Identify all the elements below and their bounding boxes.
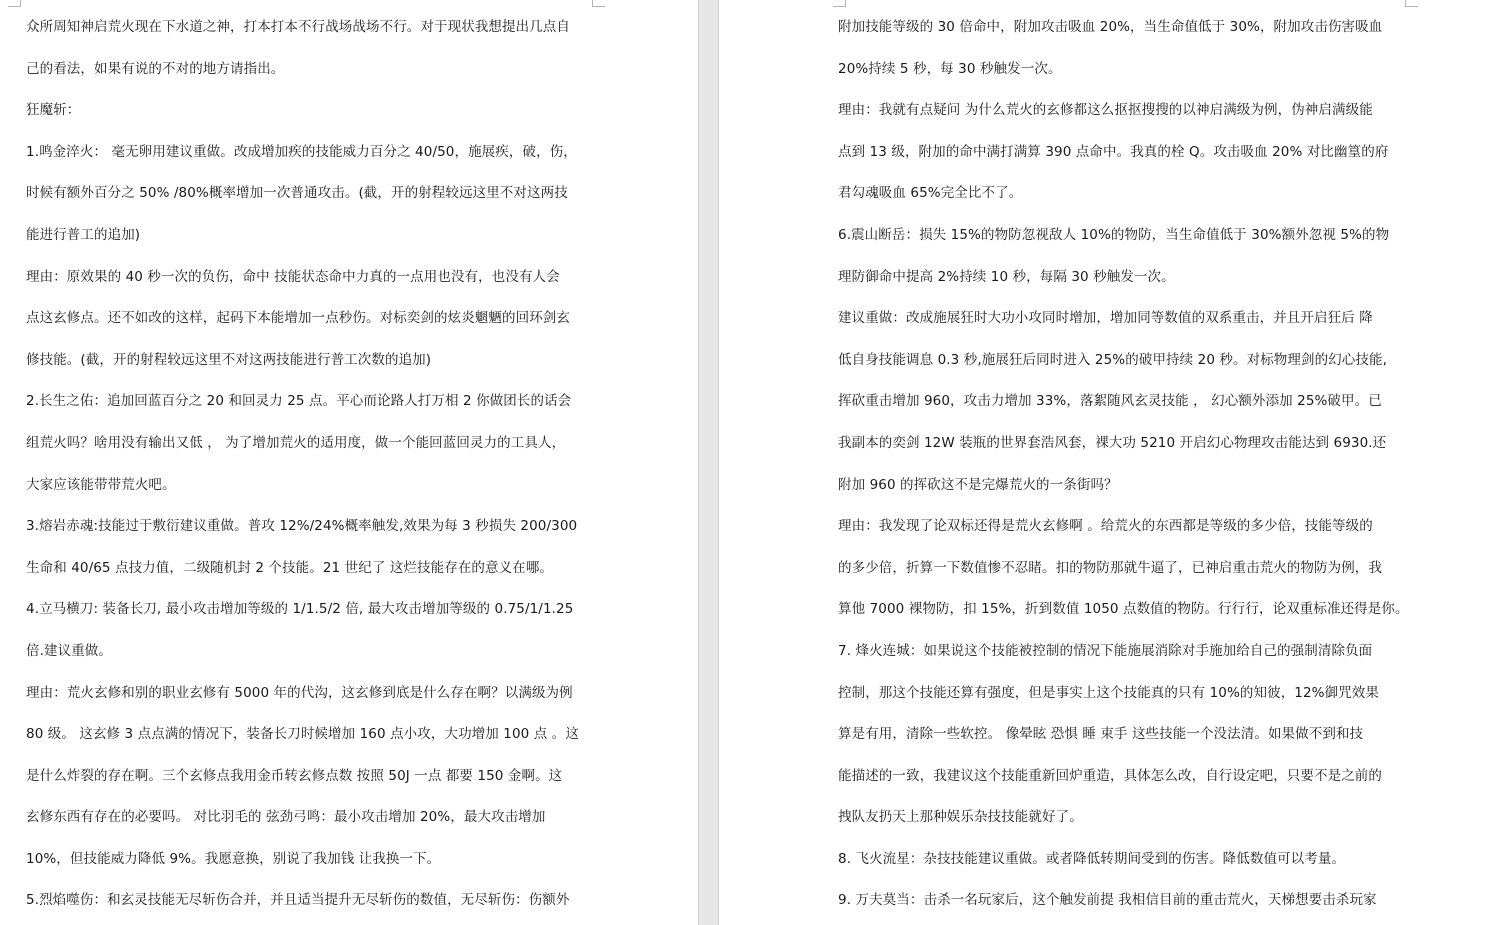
text-line: 算他 7000 裸物防，扣 15%，折到数值 1050 点数值的物防。行行行，论双重标准还得是你。 [838, 601, 1409, 618]
text-line: 是什么炸裂的存在啊。三个玄修点我用金币转玄修点数 按照 50J 一点 都要 150 金啊。这 [26, 767, 563, 784]
text-line: 10%，但技能威力降低 9%。我愿意换，别说了我加钱 让我换一下。 [26, 850, 441, 867]
margin-corner-mark [8, 0, 21, 7]
text-line: 狂魔斩： [26, 102, 81, 119]
text-line: 己的看法，如果有说的不对的地方请指出。 [26, 60, 285, 77]
margin-corner-mark [592, 0, 605, 7]
page-body-text[interactable] [838, 7, 1409, 922]
text-line: 时候有额外百分之 50% /80%概率增加一次普通攻击。(截，开的射程较远这里不对这两技 [26, 185, 568, 202]
text-line: 理由：我就有点疑问 为什么荒火的玄修都这么抠抠搜搜的以神启满级为例，伪神启满级能 [838, 102, 1373, 119]
margin-corner-mark [1405, 0, 1418, 7]
text-line: 附加 960 的挥砍这不是完爆荒火的一条街吗？ [838, 476, 1118, 493]
text-line: 建议重做：改成施展狂时大功小攻同时增加，增加同等数值的双系重击，并且开启狂后 降 [838, 310, 1373, 327]
text-line: 众所周知神启荒火现在下水道之神，打本打本不行战场战场不行。对于现状我想提出几点自 [26, 19, 570, 35]
text-line: 20%持续 5 秒，每 30 秒触发一次。 [838, 60, 1062, 77]
text-line: 低自身技能调息 0.3 秒,施展狂后同时进入 25%的破甲持续 20 秒。对标物理剑的幻心技能, [838, 351, 1387, 368]
text-line: 8. 飞火流星：杂技技能建议重做。或者降低转期间受到的伤害。降低数值可以考量。 [838, 850, 1346, 867]
text-line: 5.烈焰噬伤：和玄灵技能无尽斩伤合并，并且适当提升无尽斩伤的数值，无尽斩伤：伤额外 [26, 892, 570, 909]
text-line: 能描述的一致，我建议这个技能重新回炉重造，具体怎么改，自行设定吧，只要不是之前的 [838, 767, 1382, 784]
text-line: 生命和 40/65 点技力值，二级随机封 2 个技能。21 世纪了 这烂技能存在的意义在哪。 [26, 559, 554, 576]
text-line: 理由：我发现了论双标还得是荒火玄修啊 。给荒火的东西都是等级的多少倍，技能等级的 [838, 518, 1373, 535]
text-line: 2.长生之佑：追加回蓝百分之 20 和回灵力 25 点。平心而论路人打万相 2 你做团长的话会 [26, 393, 572, 410]
text-line: 玄修东西有存在的必要吗。 对比羽毛的 弦劲弓鸣：最小攻击增加 20%，最大攻击增加 [26, 809, 546, 826]
text-line: 80 级。 这玄修 3 点点满的情况下，装备长刀时候增加 160 点小攻，大功增加 100 点 。这 [26, 726, 579, 743]
document-page-right [719, 0, 1490, 925]
text-line: 7. 烽火连城：如果说这个技能被控制的情况下能施展消除对手施加给自己的强制清除负面 [838, 642, 1373, 659]
text-line: 组荒火吗？啥用没有输出又低 ， 为了增加荒火的适用度，做一个能回蓝回灵力的工具人， [26, 434, 566, 451]
text-line: 倍.建议重做。 [26, 642, 112, 659]
text-line: 点这玄修点。还不如改的这样，起码下本能增加一点秒伤。对标奕剑的炫炎魍魉的回环剑玄 [26, 310, 570, 327]
text-line: 能进行普工的追加) [26, 226, 141, 243]
text-line: 算是有用，清除一些软控。 像晕眩 恐惧 睡 束手 这些技能一个没法清。如果做不到和技 [838, 726, 1364, 743]
text-line: 修技能。(截，开的射程较远这里不对这两技能进行普工次数的追加) [26, 351, 432, 368]
text-line: 理由：荒火玄修和别的职业玄修有 5000 年的代沟，这玄修到底是什么存在啊？以满级为例 [26, 684, 573, 701]
text-line: 点到 13 级，附加的命中满打满算 390 点命中。我真的栓 Q。攻击吸血 20% 对比幽篁的府 [838, 143, 1389, 160]
text-line: 控制，那这个技能还算有强度，但是事实上这个技能真的只有 10%的知彼，12%御咒效果 [838, 684, 1380, 701]
text-line: 4.立马横刀: 装备长刀, 最小攻击增加等级的 1/1.5/2 倍, 最大攻击增加等级的 0.75/1/1.25 [26, 601, 574, 618]
text-line: 理由：原效果的 40 秒一次的负伤，命中 技能状态命中力真的一点用也没有，也没有人会 [26, 268, 560, 285]
margin-corner-mark [833, 0, 846, 7]
document-page-left [0, 0, 698, 925]
text-line: 挥砍重击增加 960，攻击力增加 33%，落絮随风玄灵技能 ， 幻心额外添加 25%破甲。已 [838, 393, 1382, 410]
text-line: 9. 万夫莫当：击杀一名玩家后，这个触发前提 我相信目前的重击荒火，天梯想要击杀玩家 [838, 892, 1377, 909]
text-line: 君勾魂吸血 65%完全比不了。 [838, 185, 1023, 202]
page-gutter [698, 0, 719, 925]
text-line: 附加技能等级的 30 倍命中，附加攻击吸血 20%，当生命值低于 30%，附加攻击伤害吸血 [838, 19, 1383, 35]
text-line: 的多少倍，折算一下数值惨不忍睹。扣的物防那就牛逼了，已神启重击荒火的物防为例，我 [838, 559, 1382, 576]
text-line: 6.震山断岳：损失 15%的物防忽视敌人 10%的物防，当生命值低于 30%额外忽视 5%的物 [838, 226, 1390, 243]
text-line: 理防御命中提高 2%持续 10 秒，每隔 30 秒触发一次。 [838, 268, 1175, 285]
text-line: 大家应该能带带荒火吧。 [26, 476, 176, 493]
text-line: 我副本的奕剑 12W 装瓶的世界套浩风套，裸大功 5210 开启幻心物理攻击能达到 6930.还 [838, 434, 1387, 451]
text-line: 拽队友扔天上那种娱乐杂技技能就好了。 [838, 809, 1083, 826]
text-line: 1.鸣金淬火： 毫无卵用建议重做。改成增加疾的技能威力百分之 40/50，施展疾，破，伤， [26, 143, 577, 160]
text-line: 3.熔岩赤魂:技能过于敷衍建议重做。普攻 12%/24%概率触发,效果为每 3 秒损失 200/300 [26, 518, 578, 535]
page-body-text[interactable] [26, 7, 586, 922]
